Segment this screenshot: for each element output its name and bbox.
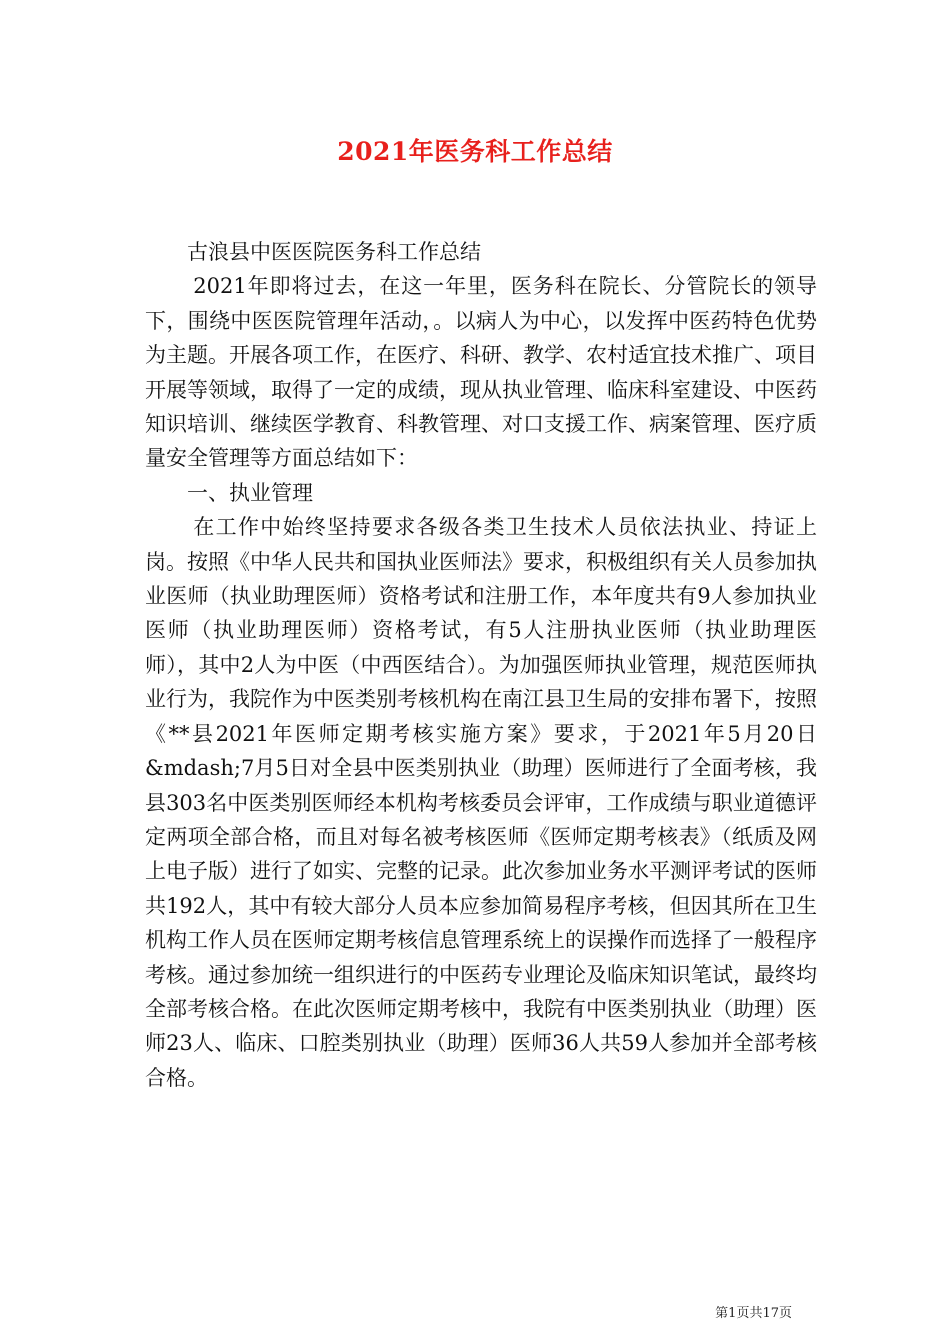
paragraph-heading: 古浪县中医医院医务科工作总结: [187, 240, 481, 264]
paragraph-section-1: 在工作中始终坚持要求各级各类卫生技术人员依法执业、持证上岗。按照《中华人民共和国执业医师法》要求，积极组织有关人员参加执业医师（执业助理医师）资格考试和注册工作，本年度共有9人参加执业医师（执业助理医师）资格考试，有5人注册执业医师（执业助理医师），其中2人为中医（中西医结合）。为加强医师执业管理，规范医师执业行为，我院作为中医类别考核机构在南江县卫生局的安排布署下，按照《**县2021年医师定期考核实施方案》要求，于2021年5月20日&mdash;7月5日对全县中医类别执业（助理）医师进行了全面考核，我县303名中医类别医师经本机构考核委员会评审，工作成绩与职业道德评定两项全部合格，而且对每名被考核医师《医师定期考核表》（纸质及网上电子版）进行了如实、完整的记录。此次参加业务水平测评考试的医师共192人，其中有较大部分人员本应参加简易程序考核，但因其所在卫生机构工作人员在医师定期考核信息管理系统上的误操作而选择了一般程序考核。通过参加统一组织进行的中医药专业理论及临床知识笔试，最终均全部考核合格。在此次医师定期考核中，我院有中医类别执业（助理）医师23人、临床、口腔类别执业（助理）医师36人共59人参加并全部考核合格。: [145, 515, 817, 1090]
document-body: [145, 235, 817, 1095]
document-title: 2021年医务科工作总结: [337, 137, 613, 166]
page-number: 第1页共17页: [715, 1306, 792, 1321]
section-heading-1: 一、执业管理: [187, 480, 313, 505]
paragraph-intro: 2021年即将过去，在这一年里，医务科在院长、分管院长的领导下，围绕中医医院管理年活动，。以病人为中心，以发挥中医药特色优势为主题。开展各项工作，在医疗、科研、教学、农村适宜技术推广、项目开展等领域，取得了一定的成绩，现从执业管理、临床科室建设、中医药知识培训、继续医学教育、科教管理、对口支援工作、病案管理、医疗质量安全管理等方面总结如下：: [145, 274, 817, 471]
